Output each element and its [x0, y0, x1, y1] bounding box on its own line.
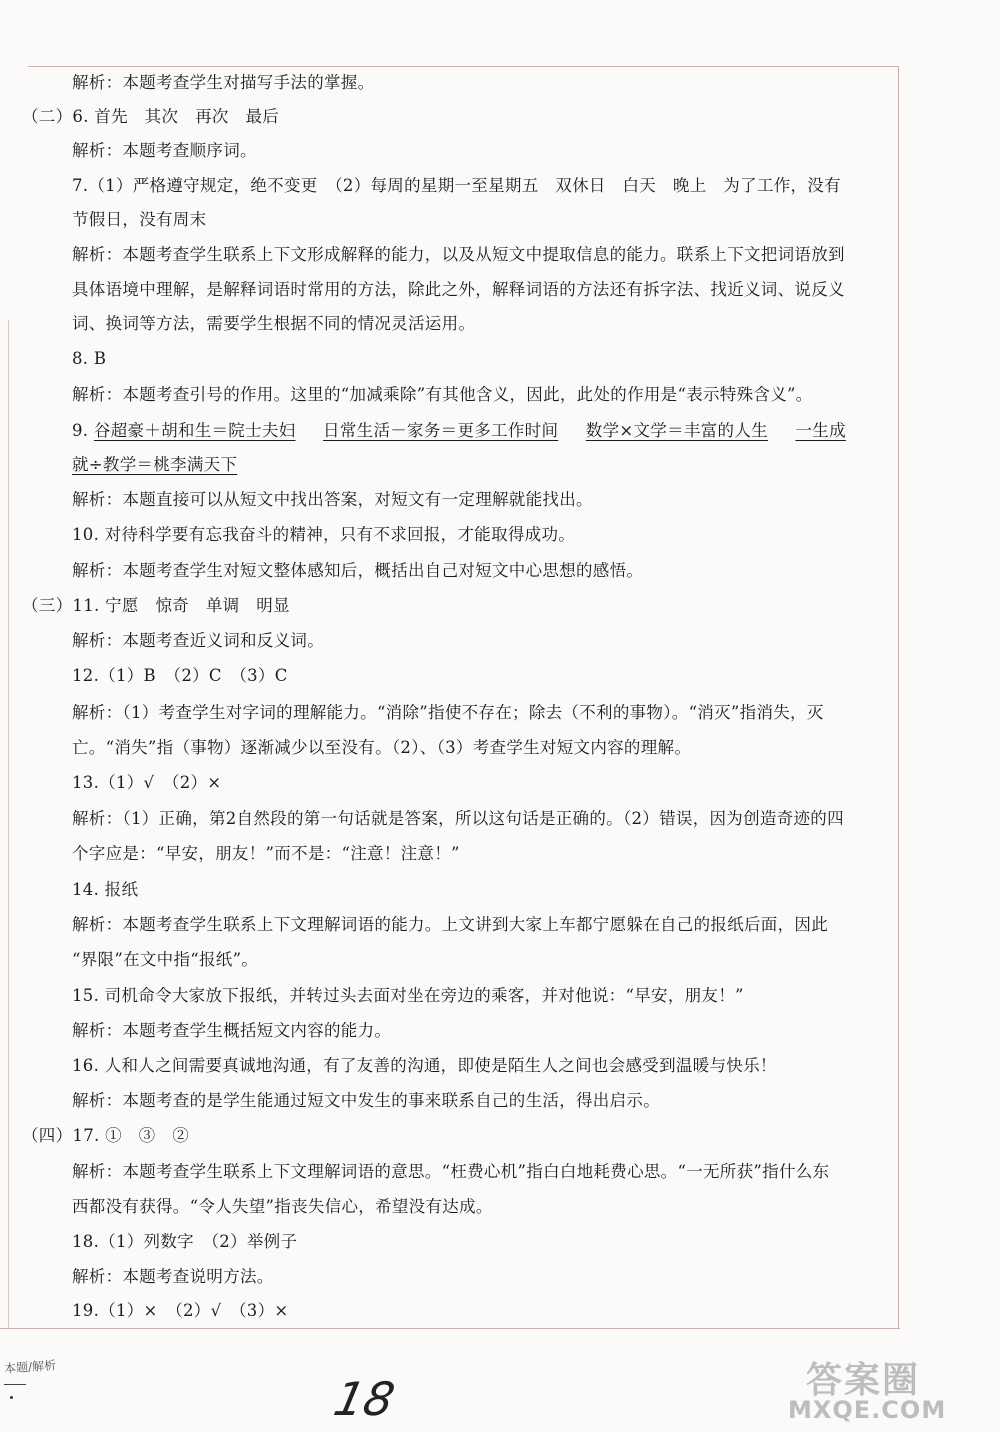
- answer-line: 解析：本题直接可以从短文中找出答案，对短文有一定理解就能找出。: [72, 490, 593, 509]
- section-heading: （三）11. 宁愿 惊奇 单调 明显: [22, 596, 290, 615]
- equation: 日常生活－家务＝更多工作时间: [323, 421, 559, 440]
- answer-line: 15. 司机命令大家放下报纸，并转过头去面对坐在旁边的乘客，并对他说：“早安，朋友！”: [72, 986, 744, 1005]
- answer-line: 18.（1）列数字 （2）举例子: [72, 1232, 298, 1251]
- answer-line: “界限”在文中指“报纸”。: [72, 950, 259, 969]
- answer-line: 解析：本题考查学生对短文整体感知后，概括出自己对短文中心思想的感悟。: [72, 561, 644, 580]
- answer-line: 解析：本题考查顺序词。: [72, 141, 257, 160]
- answer-line: 14. 报纸: [72, 880, 139, 899]
- answer-line: 7.（1）严格遵守规定，绝不变更 （2）每周的星期一至星期五 双休日 白天 晚上 为了工作，没有: [72, 176, 841, 195]
- margin-dash: [4, 1384, 26, 1385]
- answer-line: 13.（1）√ （2）×: [72, 773, 222, 792]
- answer-line: 解析：本题考查学生概括短文内容的能力。: [72, 1021, 392, 1040]
- answer-line: 节假日，没有周末: [72, 210, 207, 229]
- answer-line: 亡。“消失”指（事物）逐渐减少以至没有。（2）、（3）考查学生对短文内容的理解。: [72, 738, 692, 757]
- answer-line: 具体语境中理解，是解释词语时常用的方法，除此之外，解释词语的方法还有拆字法、找近义词、说反义: [72, 280, 845, 299]
- answer-line: 解析：（1）正确，第2自然段的第一句话就是答案，所以这句话是正确的。（2）错误，因为创造奇迹的四: [72, 809, 844, 828]
- answer-line: 解析：本题考查近义词和反义词。: [72, 631, 324, 650]
- answer-line: 解析：本题考查学生对描写手法的掌握。: [72, 73, 375, 92]
- answer-line: 10. 对待科学要有忘我奋斗的精神，只有不求回报，才能取得成功。: [72, 525, 576, 544]
- answer-line: 解析：本题考查学生联系上下文理解词语的能力。上文讲到大家上车都宁愿躲在自己的报纸后面，因此: [72, 915, 828, 934]
- equation: 数学×文学＝丰富的人生: [585, 421, 768, 440]
- answer-line-equations: [72, 420, 846, 442]
- answer-line: 解析：本题考查学生联系上下文形成解释的能力，以及从短文中提取信息的能力。联系上下文把词语放到: [72, 245, 845, 264]
- equation: 就÷教学＝桃李满天下: [72, 455, 238, 474]
- equation: 谷超豪＋胡和生＝院士夫妇: [93, 421, 296, 440]
- answer-line: 个字应是：“早安，朋友！”而不是：“注意！注意！”: [72, 844, 460, 863]
- page-frame-right: [898, 66, 899, 1328]
- margin-note: 本题/解析: [3, 1358, 57, 1376]
- answer-line: 解析：本题考查学生联系上下文理解词语的意思。“枉费心机”指白白地耗费心思。“一无所获”指什么东: [72, 1162, 830, 1181]
- answer-line: 12.（1）B （2）C （3）C: [72, 666, 288, 685]
- margin-dot: [10, 1396, 13, 1399]
- page-frame-bottom: [0, 1328, 900, 1329]
- answer-line: 8. B: [72, 349, 107, 368]
- watermark: [788, 1352, 988, 1424]
- handwritten-page-number: 18: [329, 1372, 400, 1426]
- question-number: 9.: [72, 421, 89, 440]
- answer-line: 解析：（1）考查学生对字词的理解能力。“消除”指使不存在；除去（不利的事物）。“消灭”指消失，灭: [72, 703, 824, 722]
- section-heading: （二）6. 首先 其次 再次 最后: [22, 107, 280, 126]
- page-frame-top: [28, 66, 898, 67]
- watermark-logo: 答案圈: [806, 1360, 921, 1401]
- answer-line: 16. 人和人之间需要真诚地沟通，有了友善的沟通，即使是陌生人之间也会感受到温暖与快乐！: [72, 1056, 777, 1075]
- page-frame-left: [8, 320, 9, 1328]
- answer-line: 西都没有获得。“令人失望”指丧失信心，希望没有达成。: [72, 1197, 493, 1216]
- equation: 一生成: [795, 421, 846, 440]
- answer-line: [72, 454, 237, 476]
- answer-line: 解析：本题考查引号的作用。这里的“加减乘除”有其他含义，因此，此处的作用是“表示特殊含义”。: [72, 385, 813, 404]
- answer-line: 19.（1）× （2）√ （3）×: [72, 1301, 289, 1320]
- section-heading: （四）17. ① ③ ②: [22, 1126, 190, 1145]
- answer-line: 解析：本题考查说明方法。: [72, 1267, 274, 1286]
- answer-line: 词、换词等方法，需要学生根据不同的情况灵活运用。: [72, 314, 476, 333]
- watermark-url: MXQE.COM: [788, 1396, 947, 1424]
- answer-line: 解析：本题考查的是学生能通过短文中发生的事来联系自己的生活，得出启示。: [72, 1091, 660, 1110]
